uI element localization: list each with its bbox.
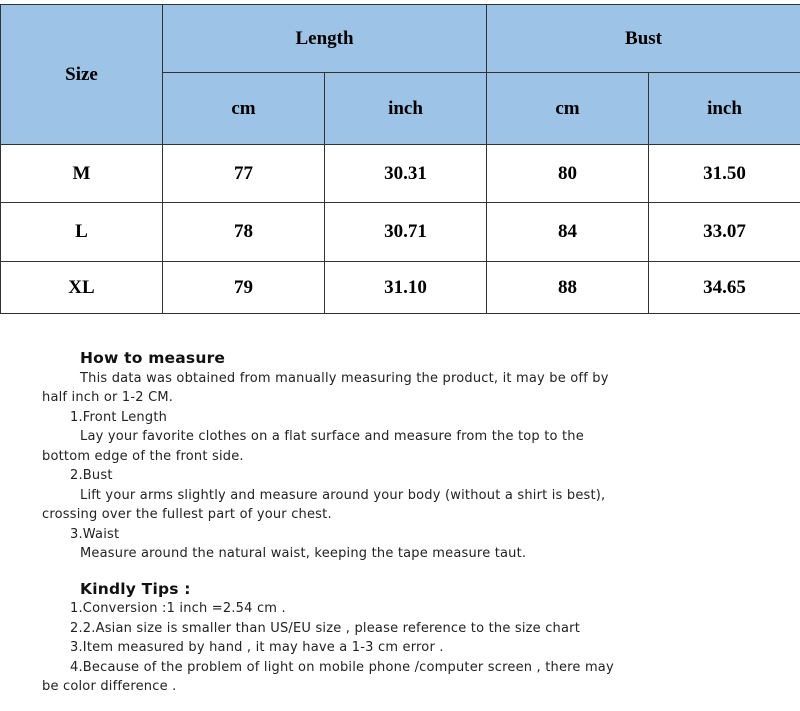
size-cell: L [1,203,163,262]
header-bust-inch: inch [649,73,800,145]
header-length: Length [163,5,487,73]
tip-item: 3.Item measured by hand , it may have a 1-3 cm error . [70,640,444,655]
tip-item: 2.2.Asian size is smaller than US/EU size , please reference to the size chart [70,620,580,636]
bust-text: Lift your arms slightly and measure around your body (without a shirt is best), [80,487,606,503]
waist-title: 3.Waist [70,526,120,542]
measurement-notes [42,349,762,697]
length-cm-cell: 78 [163,203,325,262]
table-row [1,262,800,314]
bust-title: 2.Bust [70,468,113,483]
length-cm-cell: 77 [163,145,325,203]
bust-cm-cell: 88 [487,262,649,314]
header-size: Size [1,5,163,145]
bust-inch-cell: 31.50 [649,145,800,203]
length-cm-cell: 79 [163,262,325,314]
table-row [1,203,800,262]
bust-cm-cell: 84 [487,203,649,262]
length-inch-cell: 30.31 [325,145,487,203]
size-cell: M [1,145,163,203]
bust-inch-cell: 34.65 [649,262,800,314]
tip-item: 4.Because of the problem of light on mobile phone /computer screen , there may [70,659,614,675]
front-length-title: 1.Front Length [70,409,168,425]
waist-text: Measure around the natural waist, keeping the tape measure taut. [80,546,527,561]
header-length-cm: cm [163,73,325,145]
bust-text: crossing over the fullest part of your chest. [42,507,332,522]
tip-item: be color difference . [42,679,177,694]
bust-inch-cell: 33.07 [649,203,800,262]
bust-cm-cell: 80 [487,145,649,203]
tip-item: 1.Conversion :1 inch =2.54 cm . [70,601,286,616]
length-inch-cell: 30.71 [325,203,487,262]
kindly-tips-title: Kindly Tips : [80,579,191,598]
front-length-text: Lay your favorite clothes on a flat surface and measure from the top to the [80,429,584,444]
header-bust-cm: cm [487,73,649,145]
length-inch-cell: 31.10 [325,262,487,314]
front-length-text: bottom edge of the front side. [42,448,244,464]
how-to-measure-title: How to measure [80,349,226,367]
size-cell: XL [1,262,163,314]
intro-line: This data was obtained from manually measuring the product, it may be off by [80,370,609,386]
intro-line: half inch or 1-2 CM. [42,390,174,405]
header-length-inch: inch [325,73,487,145]
table-row [1,145,800,203]
header-bust: Bust [487,5,800,73]
size-chart-table [0,4,800,314]
